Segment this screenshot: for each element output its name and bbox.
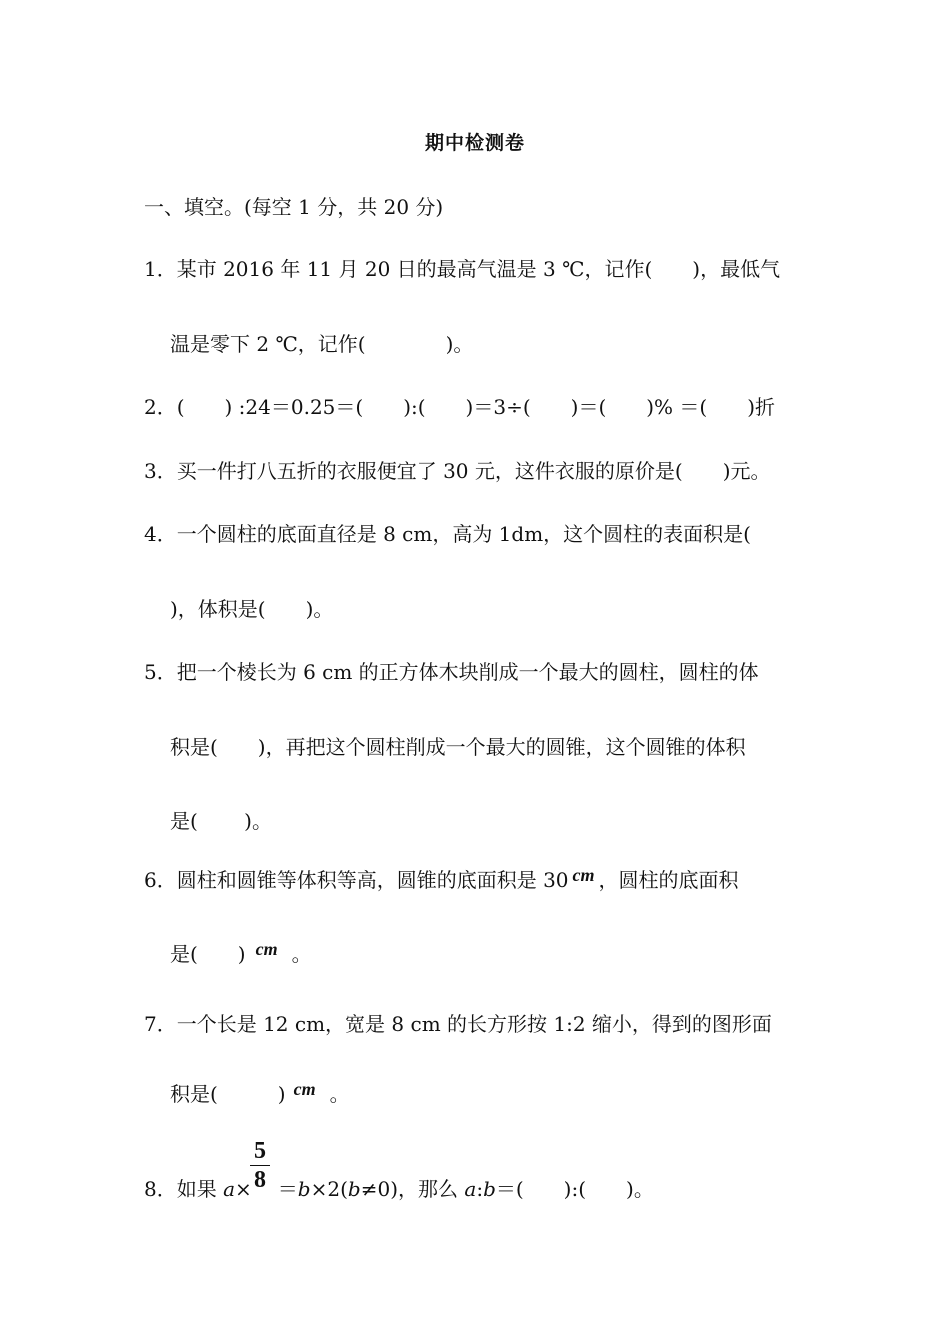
equals-sign: ＝ [277, 1177, 298, 1201]
question-3-line-1: 3．买一件打八五折的衣服便宜了 30 元，这件衣服的原价是( )元。 [144, 459, 771, 483]
question-4-line-1: 4．一个圆柱的底面直径是 8 cm，高为 1dm，这个圆柱的表面积是( [144, 522, 751, 546]
ratio-colon: : [476, 1177, 484, 1201]
unit-cm-2: cm [255, 939, 278, 959]
section-heading: 一、填空。(每空 1 分，共 20 分) [144, 195, 444, 219]
question-6-line-2-text: 是( ) [170, 942, 246, 966]
question-7-line-2 [170, 1080, 350, 1109]
question-6-line-2-tail: 。 [291, 942, 312, 966]
fraction-denominator: 8 [254, 1167, 266, 1193]
variable-b: b [297, 1177, 311, 1201]
variable-b-2: b [347, 1177, 361, 1201]
question-6-line-2 [170, 940, 312, 969]
question-7-line-1: 7．一个长是 12 cm，宽是 8 cm 的长方形按 1:2 缩小，得到的图形面 [144, 1012, 772, 1036]
question-8-prefix: 8．如果 [144, 1177, 224, 1201]
not-zero-text: ≠0)，那么 [360, 1177, 465, 1201]
question-1-line-1: 1．某市 2016 年 11 月 20 日的最高气温是 3 ℃，记作( )，最低气 [144, 257, 781, 281]
variable-a-2: a [464, 1177, 477, 1201]
question-4-line-2: )，体积是( )。 [170, 597, 334, 621]
question-8-suffix: ＝( ):( )。 [495, 1177, 654, 1201]
question-2-line-1: 2．( ) :24＝0.25＝( ):( )＝3÷( )＝( )% ＝( )折 [144, 395, 776, 419]
question-8-line-1 [144, 1175, 654, 1203]
variable-a: a [223, 1177, 236, 1201]
question-7-line-2-text: 积是( ) [170, 1082, 286, 1106]
unit-cm-1: cm [572, 865, 595, 885]
question-5-line-3: 是( )。 [170, 809, 272, 833]
times-two: ×2( [310, 1177, 348, 1201]
question-7-line-2-tail: 。 [329, 1082, 350, 1106]
fraction-numerator: 5 [254, 1138, 266, 1164]
question-5-line-1: 5．把一个棱长为 6 cm 的正方体木块削成一个最大的圆柱，圆柱的体 [144, 660, 759, 684]
times-sign: × [235, 1177, 252, 1201]
question-6-line-1 [144, 866, 739, 895]
unit-cm-3: cm [293, 1079, 316, 1099]
question-6-line-1-text: 6．圆柱和圆锥等体积等高，圆锥的底面积是 30 [144, 868, 569, 892]
question-1-line-2: 温是零下 2 ℃，记作( )。 [170, 332, 474, 356]
page-title: 期中检测卷 [424, 132, 525, 154]
fraction-bar [250, 1165, 270, 1166]
question-6-line-1-tail: ，圆柱的底面积 [598, 868, 739, 892]
question-5-line-2: 积是( )，再把这个圆柱削成一个最大的圆锥，这个圆锥的体积 [170, 735, 746, 759]
variable-b-3: b [483, 1177, 496, 1201]
